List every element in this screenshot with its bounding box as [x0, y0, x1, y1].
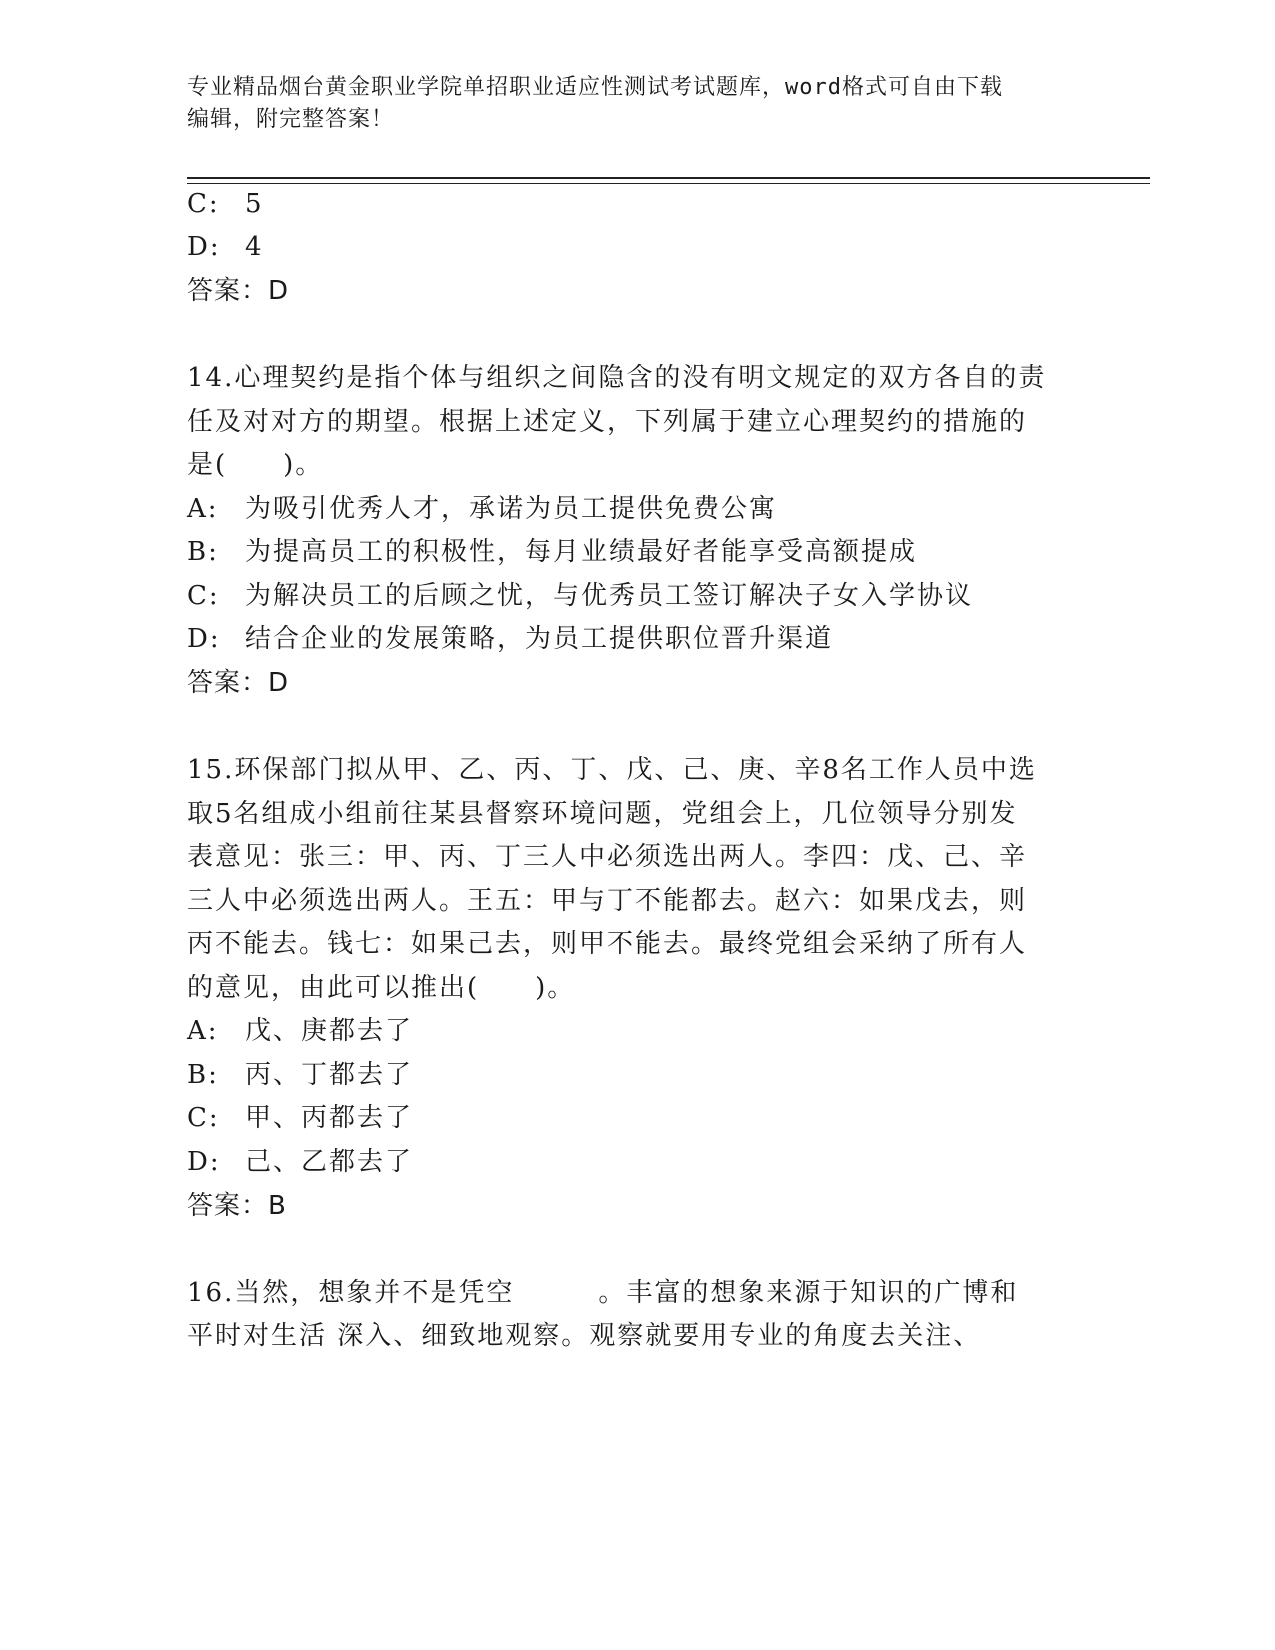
q14-answer: 答案：D — [187, 668, 290, 698]
q16-stem-line-1: 16.当然，想象并不是凭空 。丰富的想象来源于知识的广博和 — [187, 1278, 1019, 1308]
q15-stem-line-2: 取5名组成小组前往某县督察环境问题，党组会上，几位领导分别发 — [187, 799, 1018, 829]
q13-option-c: C: 5 — [187, 189, 264, 219]
q14-stem-line-3: 是( )。 — [187, 450, 324, 480]
document-header — [187, 72, 1087, 136]
header-divider-thick — [187, 177, 1150, 179]
q13-option-d: D: 4 — [187, 232, 264, 262]
header-line-2: 编辑，附完整答案！ — [187, 107, 395, 132]
q13-answer: 答案：D — [187, 276, 290, 306]
q14-option-c: C: 为解决员工的后顾之忧，与优秀员工签订解决子女入学协议 — [187, 581, 974, 611]
q15-stem-line-1: 15.环保部门拟从甲、乙、丙、丁、戊、己、庚、辛8名工作人员中选 — [187, 755, 1037, 785]
q14-option-a: A: 为吸引优秀人才，承诺为员工提供免费公寓 — [187, 494, 778, 524]
q14-option-b: B: 为提高员工的积极性，每月业绩最好者能享受高额提成 — [187, 537, 918, 567]
q15-option-a: A: 戊、庚都去了 — [187, 1016, 414, 1046]
q14-stem-line-2: 任及对对方的期望。根据上述定义，下列属于建立心理契约的措施的 — [187, 407, 1028, 437]
q14-option-d: D: 结合企业的发展策略，为员工提供职位晋升渠道 — [187, 624, 834, 654]
q15-stem-line-4: 三人中必须选出两人。王五：甲与丁不能都去。赵六：如果戊去，则 — [187, 886, 1028, 916]
q15-option-d: D: 己、乙都去了 — [187, 1147, 414, 1177]
q15-option-b: B: 丙、丁都去了 — [187, 1060, 414, 1090]
q15-answer: 答案：B — [187, 1191, 287, 1221]
q15-stem-line-3: 表意见：张三：甲、丙、丁三人中必须选出两人。李四：戊、己、辛 — [187, 842, 1028, 872]
q15-option-c: C: 甲、丙都去了 — [187, 1103, 414, 1133]
q16-stem-line-2: 平时对生活 深入、细致地观察。观察就要用专业的角度去关注、 — [187, 1321, 982, 1351]
q15-stem-line-6: 的意见，由此可以推出( )。 — [187, 973, 576, 1003]
q14-stem-line-1: 14.心理契约是指个体与组织之间隐含的没有明文规定的双方各自的责 — [187, 363, 1047, 393]
header-divider-thin — [187, 183, 1150, 184]
header-line-1: 专业精品烟台黄金职业学院单招职业适应性测试考试题库，word格式可自由下载 — [187, 75, 1003, 100]
q15-stem-line-5: 丙不能去。钱七：如果己去，则甲不能去。最终党组会采纳了所有人 — [187, 929, 1028, 959]
